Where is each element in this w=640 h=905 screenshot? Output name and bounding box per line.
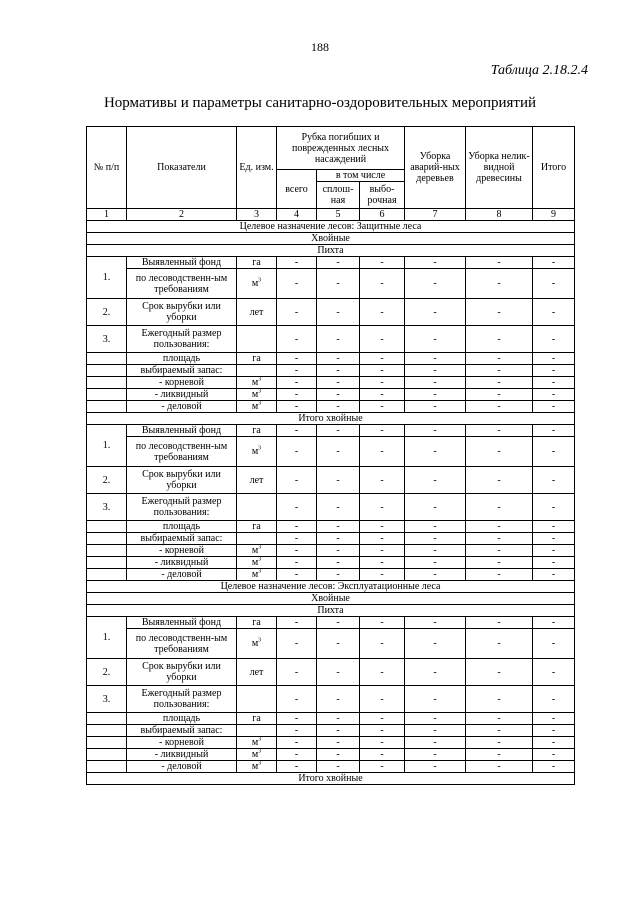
dash-cell: - <box>360 557 405 569</box>
col-number: 3 <box>237 209 277 221</box>
dash-cell: - <box>466 749 533 761</box>
dash-cell: - <box>405 659 466 686</box>
dash-cell: - <box>360 257 405 269</box>
dash-cell: - <box>533 494 575 521</box>
dash-cell: - <box>533 467 575 494</box>
dash-cell: - <box>533 545 575 557</box>
header-solid: сплош-ная <box>317 182 360 209</box>
unit-m: м <box>251 737 259 748</box>
indicator-fund: Выявленный фонд <box>127 257 237 269</box>
dash-cell: - <box>277 659 317 686</box>
doc-title: Нормативы и параметры санитарно-оздоровительных мероприятий <box>103 95 537 111</box>
dash-cell: - <box>405 389 466 401</box>
dash-cell: - <box>277 269 317 299</box>
dash-cell: - <box>277 569 317 581</box>
unit-m3 <box>237 749 277 761</box>
dash-cell: - <box>360 425 405 437</box>
dash-cell: - <box>360 749 405 761</box>
dash-cell: - <box>533 389 575 401</box>
dash-cell: - <box>405 533 466 545</box>
dash-cell: - <box>405 377 466 389</box>
unit-empty <box>237 686 277 713</box>
indicator-liquid: - ликвидный <box>127 557 237 569</box>
num-empty <box>87 749 127 761</box>
dash-cell: - <box>360 533 405 545</box>
dash-cell: - <box>277 617 317 629</box>
dash-cell: - <box>317 494 360 521</box>
indicator-annual: Ежегодный размер пользования: <box>127 326 237 353</box>
num-empty <box>87 377 127 389</box>
dash-cell: - <box>405 467 466 494</box>
dash-cell: - <box>466 569 533 581</box>
header-selective: выбо-рочная <box>360 182 405 209</box>
dash-cell: - <box>360 494 405 521</box>
dash-cell: - <box>533 761 575 773</box>
dash-cell: - <box>405 365 466 377</box>
dash-cell: - <box>466 437 533 467</box>
dash-cell: - <box>317 257 360 269</box>
unit-years: лет <box>237 299 277 326</box>
indicator-area: площадь <box>127 521 237 533</box>
dash-cell: - <box>405 401 466 413</box>
dash-cell: - <box>466 725 533 737</box>
dash-cell: - <box>466 557 533 569</box>
dash-cell: - <box>466 713 533 725</box>
dash-cell: - <box>533 437 575 467</box>
unit-ha: га <box>237 521 277 533</box>
dash-cell: - <box>405 425 466 437</box>
unit-cube: 3 <box>258 544 262 551</box>
indicator-stock: выбираемый запас: <box>127 725 237 737</box>
dash-cell: - <box>405 629 466 659</box>
dash-cell: - <box>466 401 533 413</box>
dash-cell: - <box>466 533 533 545</box>
dash-cell: - <box>405 725 466 737</box>
num-empty <box>87 365 127 377</box>
dash-cell: - <box>277 737 317 749</box>
unit-m3 <box>237 401 277 413</box>
unit-m: м <box>251 569 259 580</box>
dash-cell: - <box>317 761 360 773</box>
dash-cell: - <box>277 377 317 389</box>
dash-cell: - <box>317 686 360 713</box>
dash-cell: - <box>277 557 317 569</box>
num-empty <box>87 389 127 401</box>
unit-cube: 3 <box>258 376 262 383</box>
indicator-area: площадь <box>127 353 237 365</box>
dash-cell: - <box>317 569 360 581</box>
unit-m3 <box>237 629 277 659</box>
dash-cell: - <box>533 425 575 437</box>
dash-cell: - <box>277 533 317 545</box>
header-num: № п/п <box>87 127 127 209</box>
unit-m3 <box>237 269 277 299</box>
dash-cell: - <box>466 545 533 557</box>
dash-cell: - <box>277 545 317 557</box>
dash-cell: - <box>405 569 466 581</box>
unit-years: лет <box>237 659 277 686</box>
dash-cell: - <box>533 353 575 365</box>
row-number: 1. <box>87 617 127 659</box>
unit-m: м <box>251 401 259 412</box>
dash-cell: - <box>277 299 317 326</box>
unit-cube: 3 <box>258 388 262 395</box>
header-incl: в том числе <box>317 170 405 182</box>
unit-empty <box>237 533 277 545</box>
col-number: 7 <box>405 209 466 221</box>
dash-cell: - <box>466 365 533 377</box>
dash-cell: - <box>317 467 360 494</box>
dash-cell: - <box>277 257 317 269</box>
unit-m3 <box>237 377 277 389</box>
indicator-business: - деловой <box>127 401 237 413</box>
table-label: Таблица 2.18.2.4 <box>490 63 588 78</box>
dash-cell: - <box>317 299 360 326</box>
unit-cube: 3 <box>258 556 262 563</box>
dash-cell: - <box>277 365 317 377</box>
unit-m3 <box>237 389 277 401</box>
indicator-stock: выбираемый запас: <box>127 533 237 545</box>
dash-cell: - <box>466 467 533 494</box>
indicator-fund-cont: по лесоводственн-ым требованиям <box>127 629 237 659</box>
dash-cell: - <box>533 557 575 569</box>
row-number: 2. <box>87 299 127 326</box>
dash-cell: - <box>277 713 317 725</box>
col-number: 9 <box>533 209 575 221</box>
col-number: 1 <box>87 209 127 221</box>
dash-cell: - <box>360 389 405 401</box>
header-unit: Ед. изм. <box>237 127 277 209</box>
unit-cube: 3 <box>258 637 262 644</box>
dash-cell: - <box>277 725 317 737</box>
section-label: Пихта <box>87 245 575 257</box>
unit-m3 <box>237 557 277 569</box>
unit-cube: 3 <box>258 445 262 452</box>
dash-cell: - <box>360 545 405 557</box>
dash-cell: - <box>466 269 533 299</box>
dash-cell: - <box>405 353 466 365</box>
unit-years: лет <box>237 467 277 494</box>
indicator-fund-cont: по лесоводственн-ым требованиям <box>127 437 237 467</box>
dash-cell: - <box>360 353 405 365</box>
unit-ha: га <box>237 617 277 629</box>
indicator-liquid: - ликвидный <box>127 389 237 401</box>
indicator-term: Срок вырубки или уборки <box>127 299 237 326</box>
dash-cell: - <box>277 326 317 353</box>
dash-cell: - <box>533 617 575 629</box>
dash-cell: - <box>317 353 360 365</box>
dash-cell: - <box>466 353 533 365</box>
indicator-annual: Ежегодный размер пользования: <box>127 494 237 521</box>
dash-cell: - <box>405 737 466 749</box>
section-label: Итого хвойные <box>87 773 575 785</box>
dash-cell: - <box>533 737 575 749</box>
dash-cell: - <box>277 749 317 761</box>
dash-cell: - <box>317 533 360 545</box>
section-label: Итого хвойные <box>87 413 575 425</box>
dash-cell: - <box>317 557 360 569</box>
dash-cell: - <box>533 299 575 326</box>
dash-cell: - <box>533 521 575 533</box>
header-total-all: всего <box>277 170 317 209</box>
unit-ha: га <box>237 713 277 725</box>
unit-empty <box>237 494 277 521</box>
col-number: 5 <box>317 209 360 221</box>
unit-cube: 3 <box>258 736 262 743</box>
unit-m: м <box>251 557 259 568</box>
dash-cell: - <box>317 389 360 401</box>
unit-ha: га <box>237 425 277 437</box>
dash-cell: - <box>405 557 466 569</box>
num-empty <box>87 557 127 569</box>
dash-cell: - <box>405 437 466 467</box>
dash-cell: - <box>360 401 405 413</box>
num-empty <box>87 569 127 581</box>
dash-cell: - <box>405 326 466 353</box>
unit-cube: 3 <box>258 748 262 755</box>
dash-cell: - <box>360 326 405 353</box>
dash-cell: - <box>533 326 575 353</box>
dash-cell: - <box>277 389 317 401</box>
dash-cell: - <box>405 299 466 326</box>
dash-cell: - <box>360 686 405 713</box>
unit-m: м <box>251 761 259 772</box>
dash-cell: - <box>317 629 360 659</box>
dash-cell: - <box>360 299 405 326</box>
dash-cell: - <box>533 257 575 269</box>
header-indicators: Показатели <box>127 127 237 209</box>
section-label: Целевое назначение лесов: Эксплуатационные леса <box>87 581 575 593</box>
dash-cell: - <box>466 326 533 353</box>
dash-cell: - <box>466 686 533 713</box>
unit-ha: га <box>237 353 277 365</box>
indicator-fund: Выявленный фонд <box>127 617 237 629</box>
dash-cell: - <box>360 437 405 467</box>
dash-cell: - <box>533 365 575 377</box>
dash-cell: - <box>317 326 360 353</box>
dash-cell: - <box>277 401 317 413</box>
unit-m3 <box>237 545 277 557</box>
unit-m3 <box>237 761 277 773</box>
dash-cell: - <box>466 659 533 686</box>
dash-cell: - <box>533 686 575 713</box>
indicator-business: - деловой <box>127 569 237 581</box>
indicator-root: - корневой <box>127 545 237 557</box>
page-number: 188 <box>311 40 329 54</box>
unit-empty <box>237 725 277 737</box>
dash-cell: - <box>533 659 575 686</box>
dash-cell: - <box>533 713 575 725</box>
dash-cell: - <box>466 377 533 389</box>
dash-cell: - <box>360 617 405 629</box>
indicator-term: Срок вырубки или уборки <box>127 659 237 686</box>
dash-cell: - <box>533 749 575 761</box>
dash-cell: - <box>405 749 466 761</box>
dash-cell: - <box>533 569 575 581</box>
dash-cell: - <box>405 761 466 773</box>
header-illiquid: Уборка нелик-видной древесины <box>466 127 533 209</box>
section-label: Хвойные <box>87 593 575 605</box>
num-empty <box>87 713 127 725</box>
num-empty <box>87 737 127 749</box>
dash-cell: - <box>277 521 317 533</box>
unit-cube: 3 <box>258 568 262 575</box>
indicator-liquid: - ликвидный <box>127 749 237 761</box>
dash-cell: - <box>317 521 360 533</box>
indicator-business: - деловой <box>127 761 237 773</box>
dash-cell: - <box>405 494 466 521</box>
row-number: 3. <box>87 494 127 521</box>
unit-m: м <box>251 278 259 289</box>
unit-m: м <box>251 749 259 760</box>
dash-cell: - <box>533 533 575 545</box>
dash-cell: - <box>405 617 466 629</box>
dash-cell: - <box>360 761 405 773</box>
row-number: 2. <box>87 659 127 686</box>
dash-cell: - <box>277 494 317 521</box>
dash-cell: - <box>360 467 405 494</box>
dash-cell: - <box>317 269 360 299</box>
unit-m: м <box>251 545 259 556</box>
col-number: 8 <box>466 209 533 221</box>
dash-cell: - <box>360 659 405 686</box>
num-empty <box>87 521 127 533</box>
dash-cell: - <box>360 269 405 299</box>
indicator-fund-cont: по лесоводственн-ым требованиям <box>127 269 237 299</box>
unit-empty <box>237 326 277 353</box>
unit-m: м <box>251 446 259 457</box>
dash-cell: - <box>277 686 317 713</box>
unit-m3 <box>237 737 277 749</box>
row-number: 1. <box>87 257 127 299</box>
header-emergency: Уборка аварий-ных деревьев <box>405 127 466 209</box>
dash-cell: - <box>360 377 405 389</box>
dash-cell: - <box>317 749 360 761</box>
num-empty <box>87 725 127 737</box>
dash-cell: - <box>317 377 360 389</box>
unit-m: м <box>251 377 259 388</box>
dash-cell: - <box>277 629 317 659</box>
dash-cell: - <box>360 365 405 377</box>
dash-cell: - <box>360 737 405 749</box>
dash-cell: - <box>277 353 317 365</box>
dash-cell: - <box>466 257 533 269</box>
section-label: Целевое назначение лесов: Защитные леса <box>87 221 575 233</box>
norms-table <box>86 126 575 785</box>
col-number: 2 <box>127 209 237 221</box>
section-label: Хвойные <box>87 233 575 245</box>
header-itogo: Итого <box>533 127 575 209</box>
unit-m: м <box>251 638 259 649</box>
num-empty <box>87 401 127 413</box>
dash-cell: - <box>277 467 317 494</box>
unit-m3 <box>237 437 277 467</box>
dash-cell: - <box>533 401 575 413</box>
dash-cell: - <box>317 713 360 725</box>
dash-cell: - <box>317 617 360 629</box>
indicator-term: Срок вырубки или уборки <box>127 467 237 494</box>
unit-cube: 3 <box>258 760 262 767</box>
dash-cell: - <box>466 299 533 326</box>
unit-cube: 3 <box>258 277 262 284</box>
dash-cell: - <box>360 521 405 533</box>
section-label: Пихта <box>87 605 575 617</box>
row-number: 3. <box>87 326 127 353</box>
dash-cell: - <box>533 725 575 737</box>
dash-cell: - <box>533 269 575 299</box>
num-empty <box>87 353 127 365</box>
dash-cell: - <box>533 629 575 659</box>
dash-cell: - <box>277 761 317 773</box>
unit-m: м <box>251 389 259 400</box>
dash-cell: - <box>317 725 360 737</box>
dash-cell: - <box>360 713 405 725</box>
dash-cell: - <box>360 629 405 659</box>
dash-cell: - <box>317 365 360 377</box>
unit-empty <box>237 365 277 377</box>
indicator-annual: Ежегодный размер пользования: <box>127 686 237 713</box>
dash-cell: - <box>405 257 466 269</box>
dash-cell: - <box>466 425 533 437</box>
indicator-root: - корневой <box>127 377 237 389</box>
dash-cell: - <box>466 629 533 659</box>
dash-cell: - <box>277 437 317 467</box>
dash-cell: - <box>466 617 533 629</box>
dash-cell: - <box>277 425 317 437</box>
dash-cell: - <box>317 401 360 413</box>
dash-cell: - <box>317 425 360 437</box>
num-empty <box>87 545 127 557</box>
dash-cell: - <box>317 737 360 749</box>
dash-cell: - <box>317 545 360 557</box>
col-number: 6 <box>360 209 405 221</box>
indicator-area: площадь <box>127 713 237 725</box>
indicator-root: - корневой <box>127 737 237 749</box>
num-empty <box>87 761 127 773</box>
dash-cell: - <box>466 494 533 521</box>
dash-cell: - <box>360 569 405 581</box>
dash-cell: - <box>405 521 466 533</box>
unit-ha: га <box>237 257 277 269</box>
dash-cell: - <box>466 737 533 749</box>
dash-cell: - <box>360 725 405 737</box>
num-empty <box>87 533 127 545</box>
header-cutting: Рубка погибших и поврежденных лесных насаждений <box>277 127 405 170</box>
dash-cell: - <box>405 713 466 725</box>
dash-cell: - <box>405 545 466 557</box>
dash-cell: - <box>466 761 533 773</box>
row-number: 3. <box>87 686 127 713</box>
indicator-stock: выбираемый запас: <box>127 365 237 377</box>
unit-m3 <box>237 569 277 581</box>
dash-cell: - <box>466 521 533 533</box>
indicator-fund: Выявленный фонд <box>127 425 237 437</box>
dash-cell: - <box>533 377 575 389</box>
dash-cell: - <box>317 437 360 467</box>
dash-cell: - <box>405 686 466 713</box>
row-number: 1. <box>87 425 127 467</box>
dash-cell: - <box>317 659 360 686</box>
dash-cell: - <box>466 389 533 401</box>
unit-cube: 3 <box>258 400 262 407</box>
row-number: 2. <box>87 467 127 494</box>
dash-cell: - <box>405 269 466 299</box>
col-number: 4 <box>277 209 317 221</box>
